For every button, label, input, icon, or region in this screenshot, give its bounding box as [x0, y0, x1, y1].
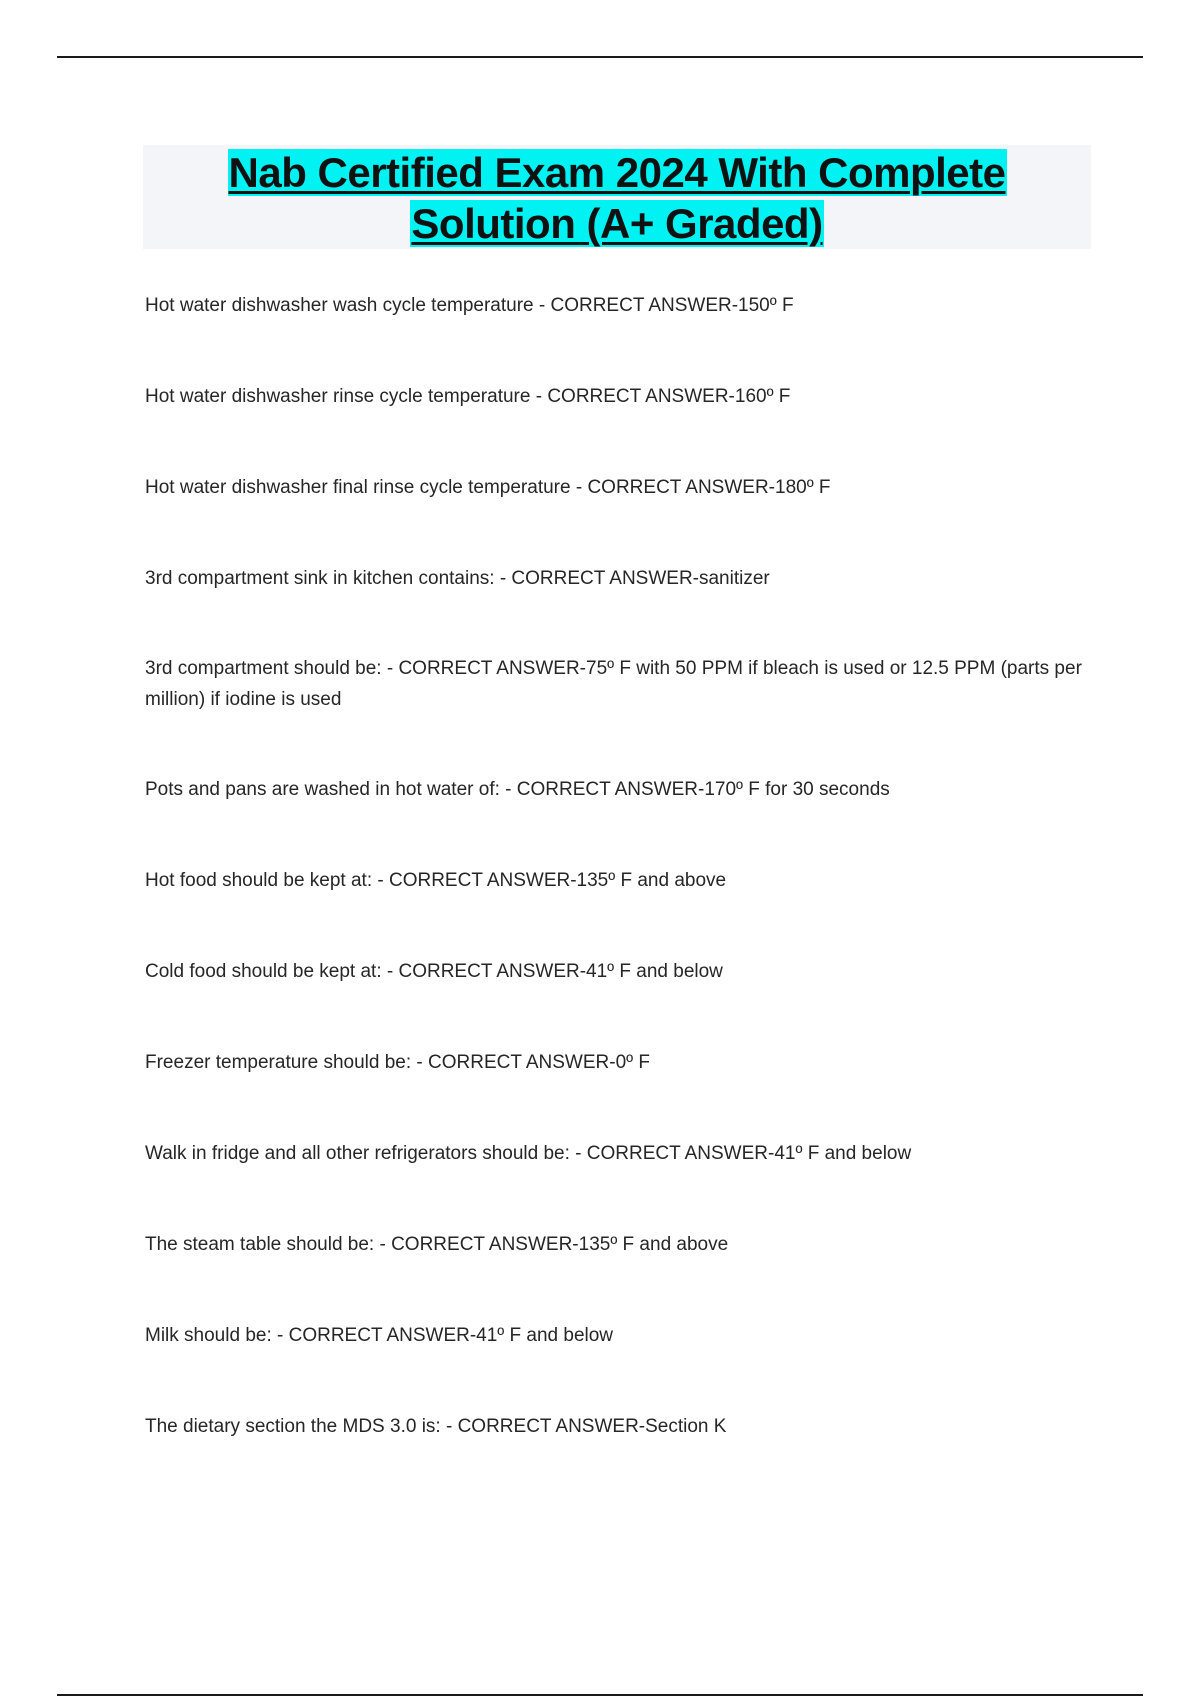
qa-item: 3rd compartment sink in kitchen contains: - CORRECT ANSWER-sanitizer: [145, 568, 770, 589]
qa-item: Hot water dishwasher wash cycle temperature - CORRECT ANSWER-150º F: [145, 295, 794, 316]
qa-item: Hot food should be kept at: - CORRECT ANSWER-135º F and above: [145, 870, 727, 891]
bottom-rule: [57, 1694, 1143, 1696]
qa-item: Pots and pans are washed in hot water of: - CORRECT ANSWER-170º F for 30 seconds: [145, 779, 890, 800]
document-title: [143, 145, 1091, 249]
qa-item: Hot water dishwasher rinse cycle temperature - CORRECT ANSWER-160º F: [145, 386, 791, 407]
qa-item: The steam table should be: - CORRECT ANSWER-135º F and above: [145, 1234, 729, 1255]
qa-item: Milk should be: - CORRECT ANSWER-41º F and below: [145, 1325, 614, 1346]
qa-item: Walk in fridge and all other refrigerators should be: - CORRECT ANSWER-41º F and below: [145, 1143, 912, 1164]
title-line-1: Nab Certified Exam 2024 With Complete: [228, 149, 1006, 196]
top-rule: [57, 56, 1143, 58]
title-line-2: Solution (A+ Graded): [411, 200, 823, 247]
qa-item: 3rd compartment should be: - CORRECT ANSWER-75º F with 50 PPM if bleach is used or 12.5 PPM (parts per million) if iodine is used: [145, 658, 1082, 710]
qa-item: The dietary section the MDS 3.0 is: - CORRECT ANSWER-Section K: [145, 1416, 727, 1437]
qa-item: Hot water dishwasher final rinse cycle temperature - CORRECT ANSWER-180º F: [145, 477, 831, 498]
qa-item: Freezer temperature should be: - CORRECT ANSWER-0º F: [145, 1052, 650, 1073]
qa-item: Cold food should be kept at: - CORRECT ANSWER-41º F and below: [145, 961, 723, 982]
